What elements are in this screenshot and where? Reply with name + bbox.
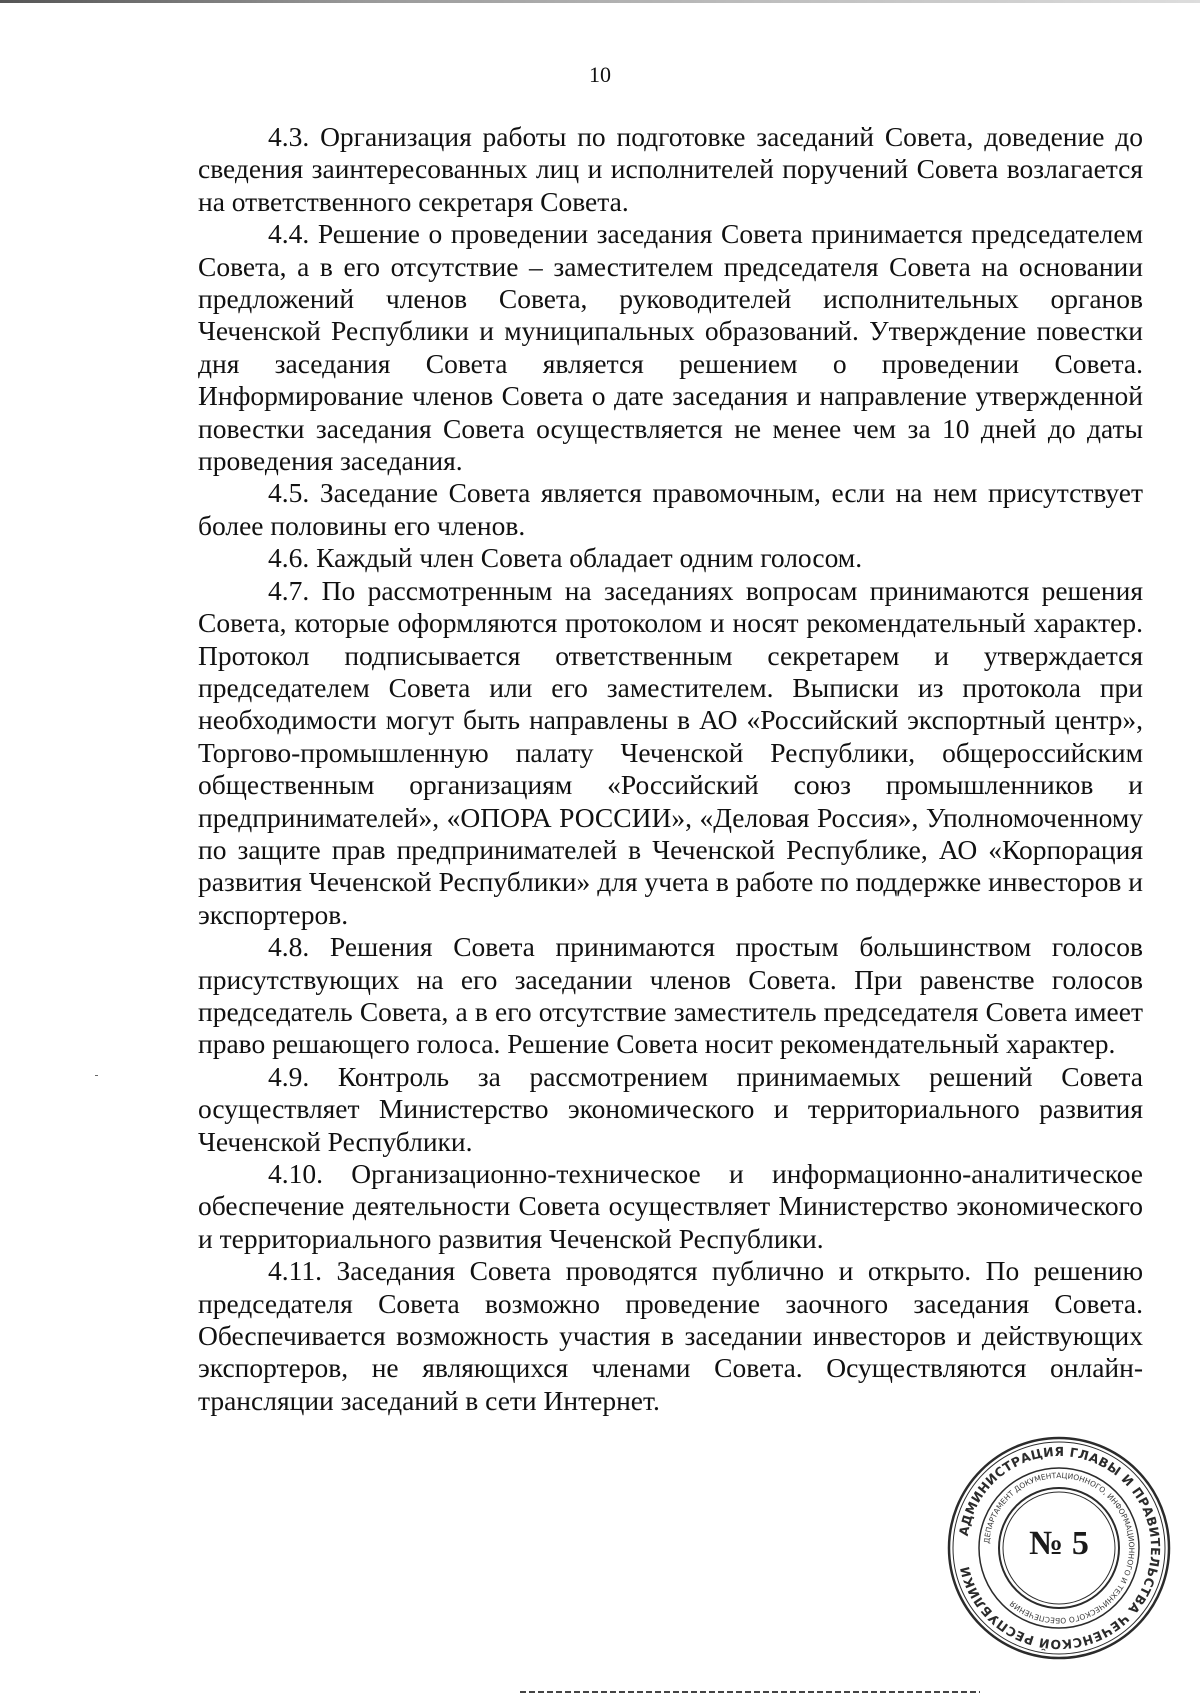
paragraph-4-8: 4.8. Решения Совета принимаются простым большинством голосов присутствующих на его заседании членов Совета. При равенстве голосов председатель Совета, а в его отсутствие заместитель председателя Совета имеет право решающего голоса. Решение Совета носит рекомендательный характер.	[198, 931, 1143, 1060]
paragraph-4-5: 4.5. Заседание Совета является правомочным, если на нем присутствует более половины его членов.	[198, 477, 1143, 541]
official-stamp	[944, 1433, 1174, 1663]
document-body	[198, 121, 1143, 1417]
scan-speck	[95, 1075, 98, 1076]
paragraph-4-6: 4.6. Каждый член Совета обладает одним голосом.	[268, 542, 863, 574]
paragraph-4-3: 4.3. Организация работы по подготовке заседаний Совета, доведение до сведения заинтересованных лиц и исполнителей поручений Совета возлагается на ответственного секретаря Совета.	[198, 121, 1143, 217]
paragraph-4-11: 4.11. Заседания Совета проводятся публично и открыто. По решению председателя Совета возможно проведение заочного заседания Совета. Обеспечивается возможность участия в заседании инвесторов и действующих экспортеров, не являющихся членами Совета. Осуществляются онлайн-трансляции заседаний в сети Интернет.	[198, 1255, 1143, 1416]
paragraph-4-10: 4.10. Организационно-техническое и информационно-аналитическое обеспечение деятельности Совета осуществляет Министерство экономического и территориального развития Чеченской Республики.	[198, 1158, 1143, 1254]
scan-edge-top	[0, 0, 1200, 3]
paragraph-4-7: 4.7. По рассмотренным на заседаниях вопросам принимаются решения Совета, которые оформляются протоколом и носят рекомендательный характер. Протокол подписывается ответственным секретарем и утверждается председателем Совета или его заместителем. Выписки из протокола при необходимости могут быть направлены в АО «Российский экспортный центр», Торгово-промышленную палату Чеченской Республики, общероссийским общественным организациям «Российский союз промышленников и предпринимателей», «ОПОРА РОССИИ», «Деловая Россия», Уполномоченному по защите прав предпринимателей в Чеченской Республике, АО «Корпорация развития Чеченской Республики» для учета в работе по поддержке инвесторов и экспортеров.	[198, 574, 1143, 930]
page-number: 10	[589, 62, 611, 87]
stamp-number: № 5	[1029, 1525, 1089, 1562]
stamp-outer-text: АДМИНИСТРАЦИЯ ГЛАВЫ И ПРАВИТЕЛЬСТВА ЧЕЧЕНСКОЙ РЕСПУБЛИКИ	[955, 1443, 1164, 1653]
paragraph-4-9: 4.9. Контроль за рассмотрением принимаемых решений Совета осуществляет Министерство экономического и территориального развития Чеченской Республики.	[198, 1060, 1143, 1157]
scan-edge-bottom	[520, 1691, 980, 1693]
paragraph-4-4: 4.4. Решение о проведении заседания Совета принимается председателем Совета, а в его отсутствие – заместителем председателя Совета на основании предложений членов Совета, руководителей исполнительных органов Чеченской Республики и муниципальных образований. Утверждение повестки дня заседания Совета является решением о проведении Совета. Информирование членов Совета о дате заседания и направление утвержденной повестки заседания Совета осуществляется не менее чем за 10 дней до даты проведения заседания.	[198, 218, 1143, 477]
stamp-inner-text: ДЕПАРТАМЕНТ ДОКУМЕНТАЦИОННОГО, ИНФОРМАЦИОННОГО И ТЕХНИЧЕСКОГО ОБЕСПЕЧЕНИЯ	[982, 1470, 1137, 1626]
